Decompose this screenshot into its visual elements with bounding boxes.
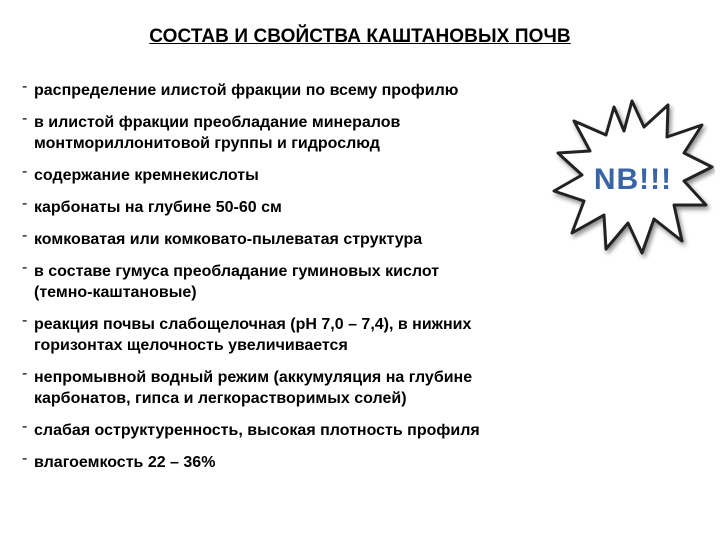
list-item-line: горизонтах щелочность увеличивается xyxy=(34,337,348,354)
list-item xyxy=(22,197,622,218)
list-item xyxy=(22,314,622,356)
list-item xyxy=(22,452,622,473)
list-item xyxy=(22,80,622,101)
list-item-line: монтмориллонитовой группы и гидрослюд xyxy=(34,135,380,152)
bullet-dash: - xyxy=(22,450,28,467)
bullet-dash: - xyxy=(22,227,28,244)
list-item-line: распределение илистой фракции по всему профилю xyxy=(34,82,459,99)
list-item xyxy=(22,420,622,441)
slide-title: СОСТАВ И СВОЙСТВА КАШТАНОВЫХ ПОЧВ xyxy=(149,26,571,47)
list-item xyxy=(22,229,622,250)
bullet-dash: - xyxy=(22,365,28,382)
list-item-line: в илистой фракции преобладание минералов xyxy=(34,114,401,131)
bullet-dash: - xyxy=(22,259,28,276)
bullet-dash: - xyxy=(22,110,28,127)
list-item-line: в составе гумуса преобладание гуминовых кислот xyxy=(34,263,440,280)
bullet-dash: - xyxy=(22,78,28,95)
list-item-line: содержание кремнекислоты xyxy=(34,167,259,184)
list-item xyxy=(22,261,622,303)
bullet-dash: - xyxy=(22,312,28,329)
bullet-dash: - xyxy=(22,418,28,435)
list-item-line: непромывной водный режим (аккумуляция на глубине xyxy=(34,369,473,386)
list-item xyxy=(22,165,622,186)
list-item xyxy=(22,367,622,409)
list-item xyxy=(22,112,622,154)
list-item-line: комковатая или комковато-пылеватая структура xyxy=(34,231,423,248)
list-item-line: карбонаты на глубине 50-60 см xyxy=(34,199,282,216)
nb-label: NB!!! xyxy=(593,163,673,196)
list-item-line: влагоемкость 22 – 36% xyxy=(34,454,216,471)
list-item-line: слабая оструктуренность, высокая плотность профиля xyxy=(34,422,480,439)
list-item-line: карбонатов, гипса и легкорастворимых солей) xyxy=(34,390,407,407)
nb-starburst-icon xyxy=(550,95,715,260)
list-item-line: реакция почвы слабощелочная (рН 7,0 – 7,4), в нижних xyxy=(34,316,472,333)
bullet-dash: - xyxy=(22,195,28,212)
list-item-line: (темно-каштановые) xyxy=(34,284,197,301)
property-list xyxy=(22,80,622,473)
bullet-dash: - xyxy=(22,163,28,180)
